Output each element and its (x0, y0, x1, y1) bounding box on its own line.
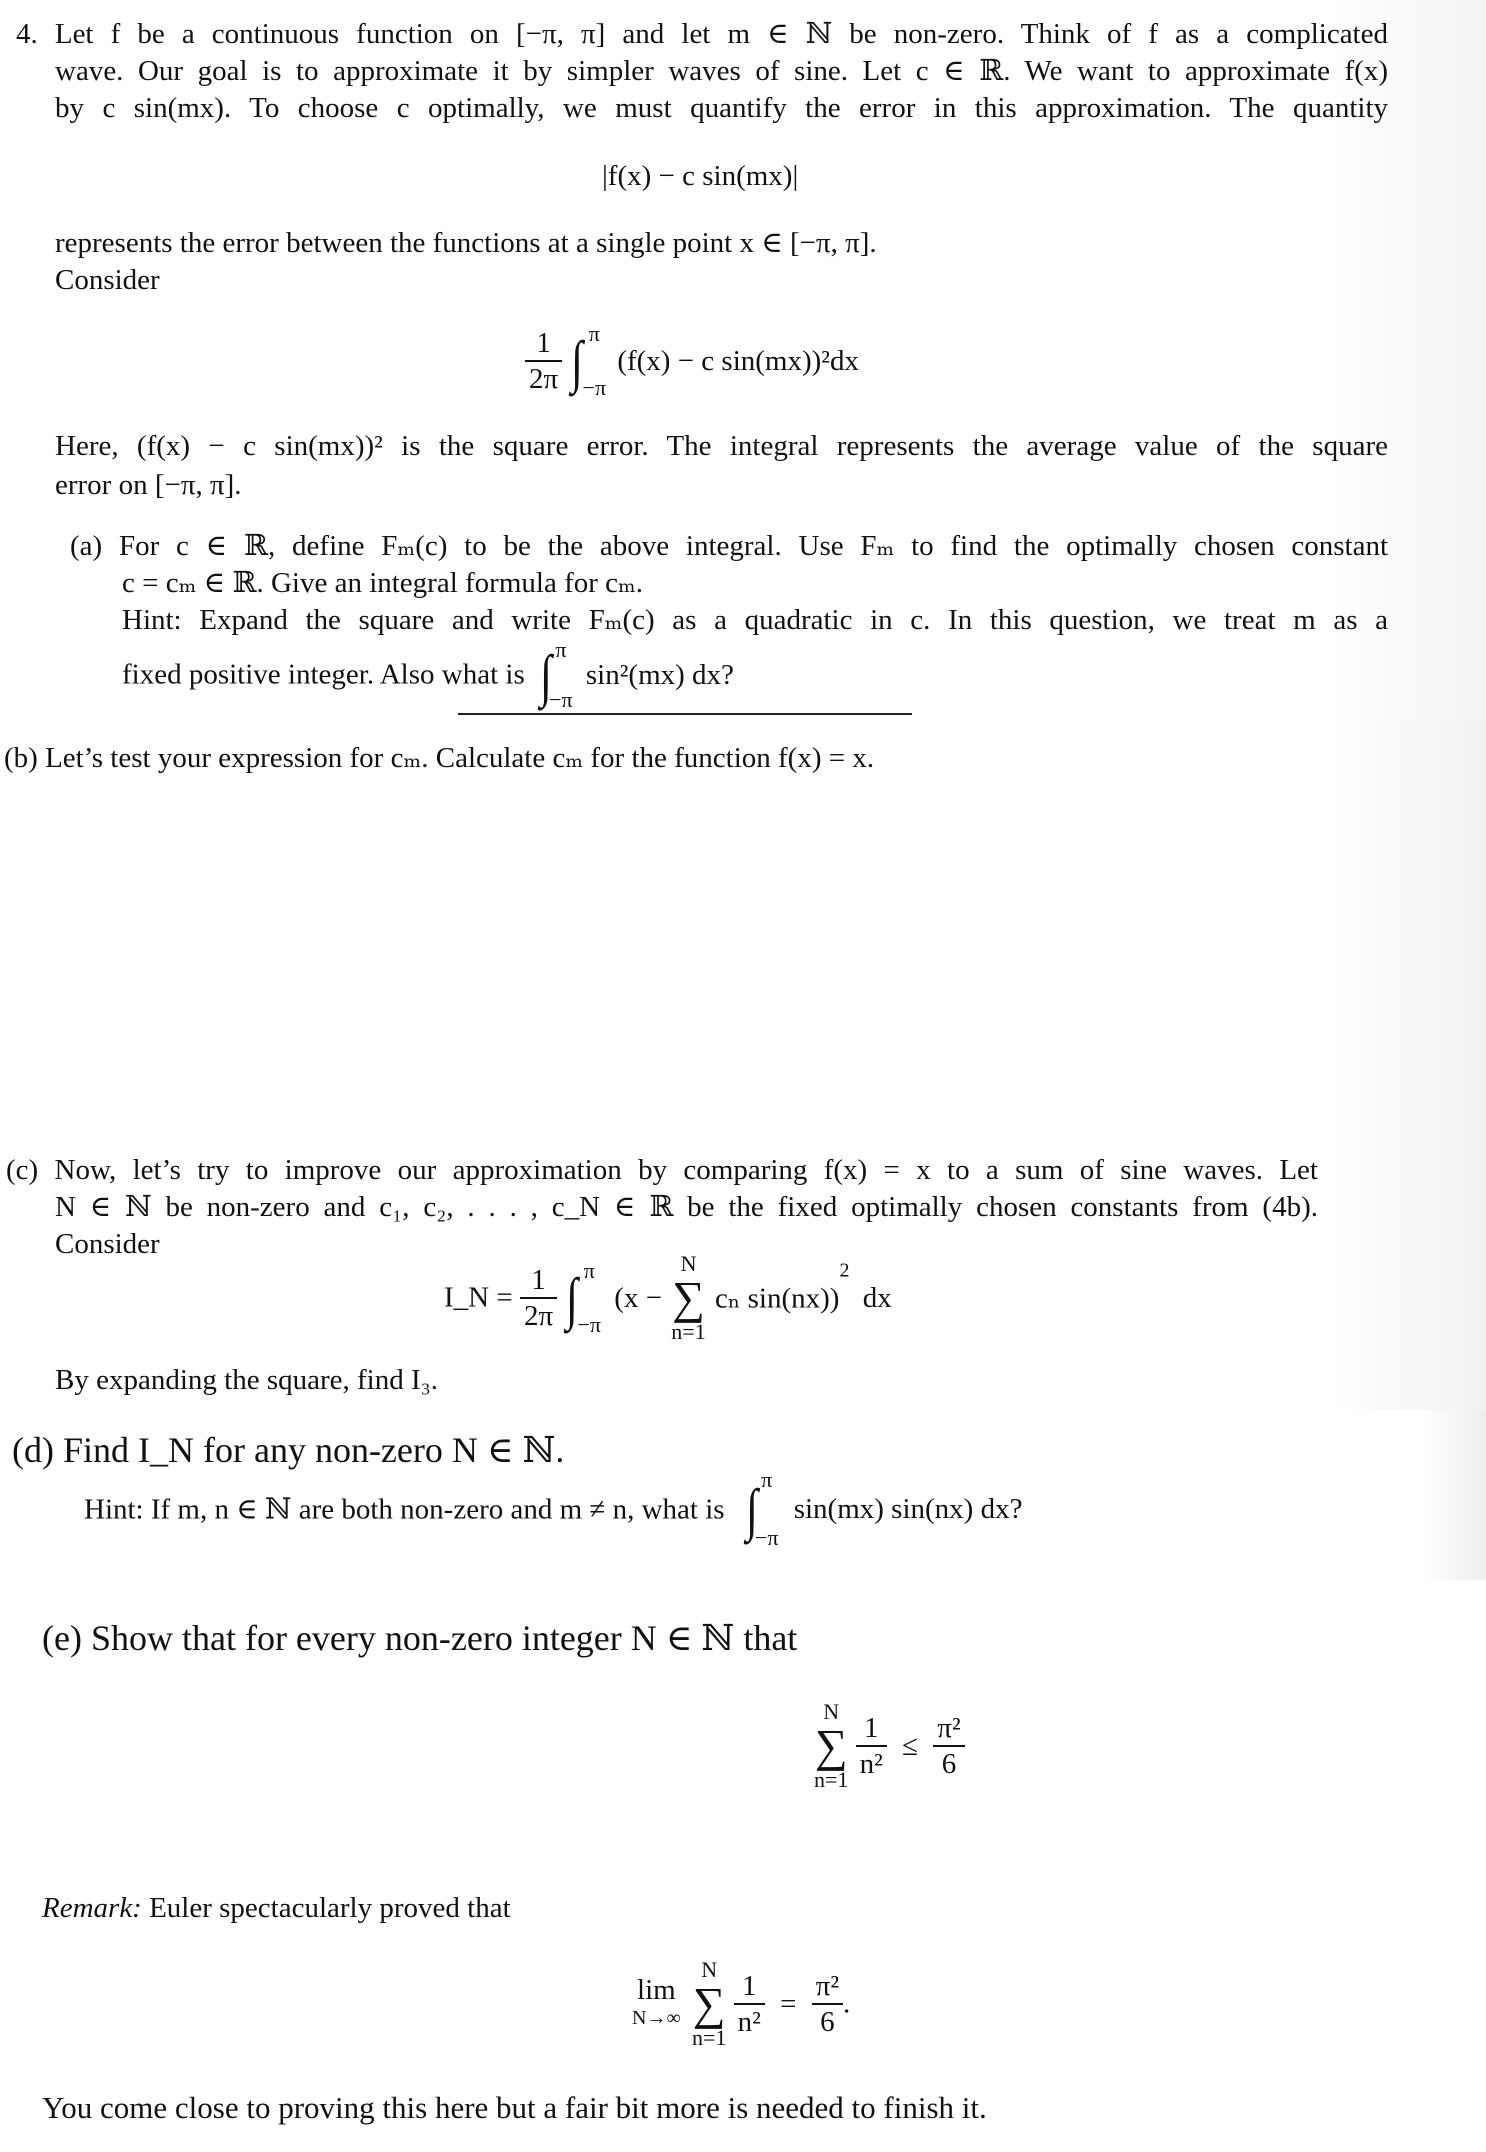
equation-pointwise-error: |f(x) − c sin(mx)| (602, 160, 799, 192)
part-d-hint-text: Hint: If m, n ∈ ℕ are both non-zero and m ≠ n, what is (84, 1493, 725, 1526)
part-e-relation: ≤ (902, 1729, 919, 1762)
separator-rule (458, 713, 912, 715)
eq-I-N-body-end: cₙ sin(nx)) (714, 1282, 840, 1315)
part-c-line-3: Consider (55, 1228, 160, 1260)
eq2-upper-limit: π (588, 321, 600, 346)
remark-sum-lower: n=1 (691, 2025, 727, 2050)
remark-text: Euler spectacularly proved that (149, 1892, 511, 1924)
part-d-lower-limit: −π (754, 1525, 779, 1550)
eq-I-N-upper-limit: π (583, 1258, 595, 1283)
eq-I-N-exponent: 2 (839, 1259, 850, 1282)
part-d-line-1: (d) Find I_N for any non-zero N ∈ ℕ. (12, 1430, 565, 1470)
eq-I-N-body-start: (x − (614, 1281, 663, 1314)
eq2-lower-limit: −π (582, 375, 607, 400)
eq-I-N-denominator: 2π (523, 1300, 554, 1332)
eq-I-N-sum-upper: N (680, 1251, 697, 1276)
part-d-hint (84, 1468, 1022, 1550)
intro-line-6: Here, (f(x) − c sin(mx))² is the square error. The integral represents the average value of the square (55, 430, 1388, 462)
eq-I-N-dx: dx (862, 1281, 892, 1314)
part-a-line-2: c = cₘ ∈ ℝ. Give an integral formula for cₘ. (122, 567, 644, 599)
remark-lim-subscript: N→∞ (632, 2007, 681, 2029)
intro-line-2: wave. Our goal is to approximate it by simpler waves of sine. Let c ∈ ℝ. We want to approximate f(x) (55, 55, 1388, 87)
part-d-upper-limit: π (761, 1467, 773, 1492)
part-c-line-4: By expanding the square, find I₃. (55, 1364, 438, 1396)
part-d-integrand: sin(mx) sin(nx) dx? (793, 1492, 1023, 1525)
part-c-line-1: (c) Now, let’s try to improve our approximation by comparing f(x) = x to a sum of sine waves. Let (6, 1154, 1318, 1186)
intro-line-4: represents the error between the functions at a single point x ∈ [−π, π]. (55, 227, 877, 259)
integral-sign: ∫ (539, 642, 552, 708)
integral-sign: ∫ (566, 1265, 579, 1331)
page-shadow-middle (1330, 720, 1486, 1410)
page-shadow-bottom (1420, 1410, 1486, 1580)
part-e-fraction-numerator: 1 (856, 1711, 887, 1747)
part-e-rhs-numerator: π² (933, 1711, 964, 1747)
part-e-rhs-denominator: 6 (941, 1748, 957, 1780)
summation-sign: ∑ (672, 1272, 705, 1323)
part-a-upper-limit: π (555, 637, 567, 662)
intro-line-1: 4. Let f be a continuous function on [−π, π] and let m ∈ ℕ be non-zero. Think of f as a complicated (16, 18, 1388, 50)
remark-relation: = (780, 1987, 797, 2020)
intro-line-3: by c sin(mx). To choose c optimally, we must quantify the error in this approximation. The quantity (55, 92, 1388, 124)
part-a-integrand: sin²(mx) dx? (585, 658, 734, 691)
eq-I-N-numerator: 1 (520, 1263, 557, 1299)
summation-sign: ∑ (692, 1978, 726, 2029)
part-e-fraction-denominator: n² (859, 1748, 883, 1780)
part-a-line-4 (122, 638, 734, 712)
intro-line-7: error on [−π, π]. (55, 469, 242, 501)
remark-lim: lim (637, 1974, 676, 2006)
part-a-hint: Hint: Expand the square and write Fₘ(c) as a quadratic in c. In this question, we treat m as a (122, 604, 1388, 636)
part-a-line-1: (a) For c ∈ ℝ, define Fₘ(c) to be the above integral. Use Fₘ to find the optimally chosen constant (70, 530, 1388, 562)
remark-fraction-denominator: n² (737, 2006, 761, 2038)
remark-label: Remark: (42, 1892, 142, 1924)
remark-closing: You come close to proving this here but a fair bit more is needed to finish it. (42, 2090, 987, 2125)
part-a-line-4-text: fixed positive integer. Also what is (122, 658, 525, 691)
remark-rhs-denominator: 6 (820, 2006, 835, 2038)
part-c-line-2: N ∈ ℕ be non-zero and c₁, c₂, . . . , c_N ∈ ℝ be the fixed optimally chosen constants from (4b). (55, 1191, 1318, 1223)
eq-I-N-lhs: I_N = (444, 1281, 513, 1314)
equation-I-N (444, 1252, 892, 1344)
equation-partial-sum-bound (814, 1700, 965, 1792)
remark-fraction-numerator: 1 (734, 1969, 765, 2005)
equation-mean-square-error (525, 322, 859, 400)
eq2-denominator: 2π (529, 363, 559, 395)
summation-sign: ∑ (814, 1720, 848, 1771)
eq2-integrand: (f(x) − c sin(mx))²dx (617, 344, 859, 377)
integral-sign: ∫ (571, 328, 584, 394)
equation-basel (632, 1958, 850, 2050)
part-a-lower-limit: −π (549, 687, 573, 712)
remark-period: . (843, 1987, 851, 2020)
part-e-sum-lower: n=1 (814, 1767, 849, 1792)
eq-I-N-lower-limit: −π (577, 1312, 602, 1337)
eq-I-N-sum-lower: n=1 (671, 1319, 706, 1344)
remark-line (42, 1890, 511, 1926)
part-b-line-1: (b) Let’s test your expression for cₘ. Calculate cₘ for the function f(x) = x. (4, 742, 875, 774)
part-e-line-1: (e) Show that for every non-zero integer N ∈ ℕ that (42, 1618, 798, 1658)
eq2-numerator: 1 (525, 326, 562, 362)
remark-sum-upper: N (701, 1957, 718, 1982)
intro-line-5: Consider (55, 264, 160, 296)
remark-rhs-numerator: π² (812, 1969, 843, 2005)
part-e-sum-upper: N (823, 1699, 840, 1724)
integral-sign: ∫ (745, 1476, 758, 1542)
